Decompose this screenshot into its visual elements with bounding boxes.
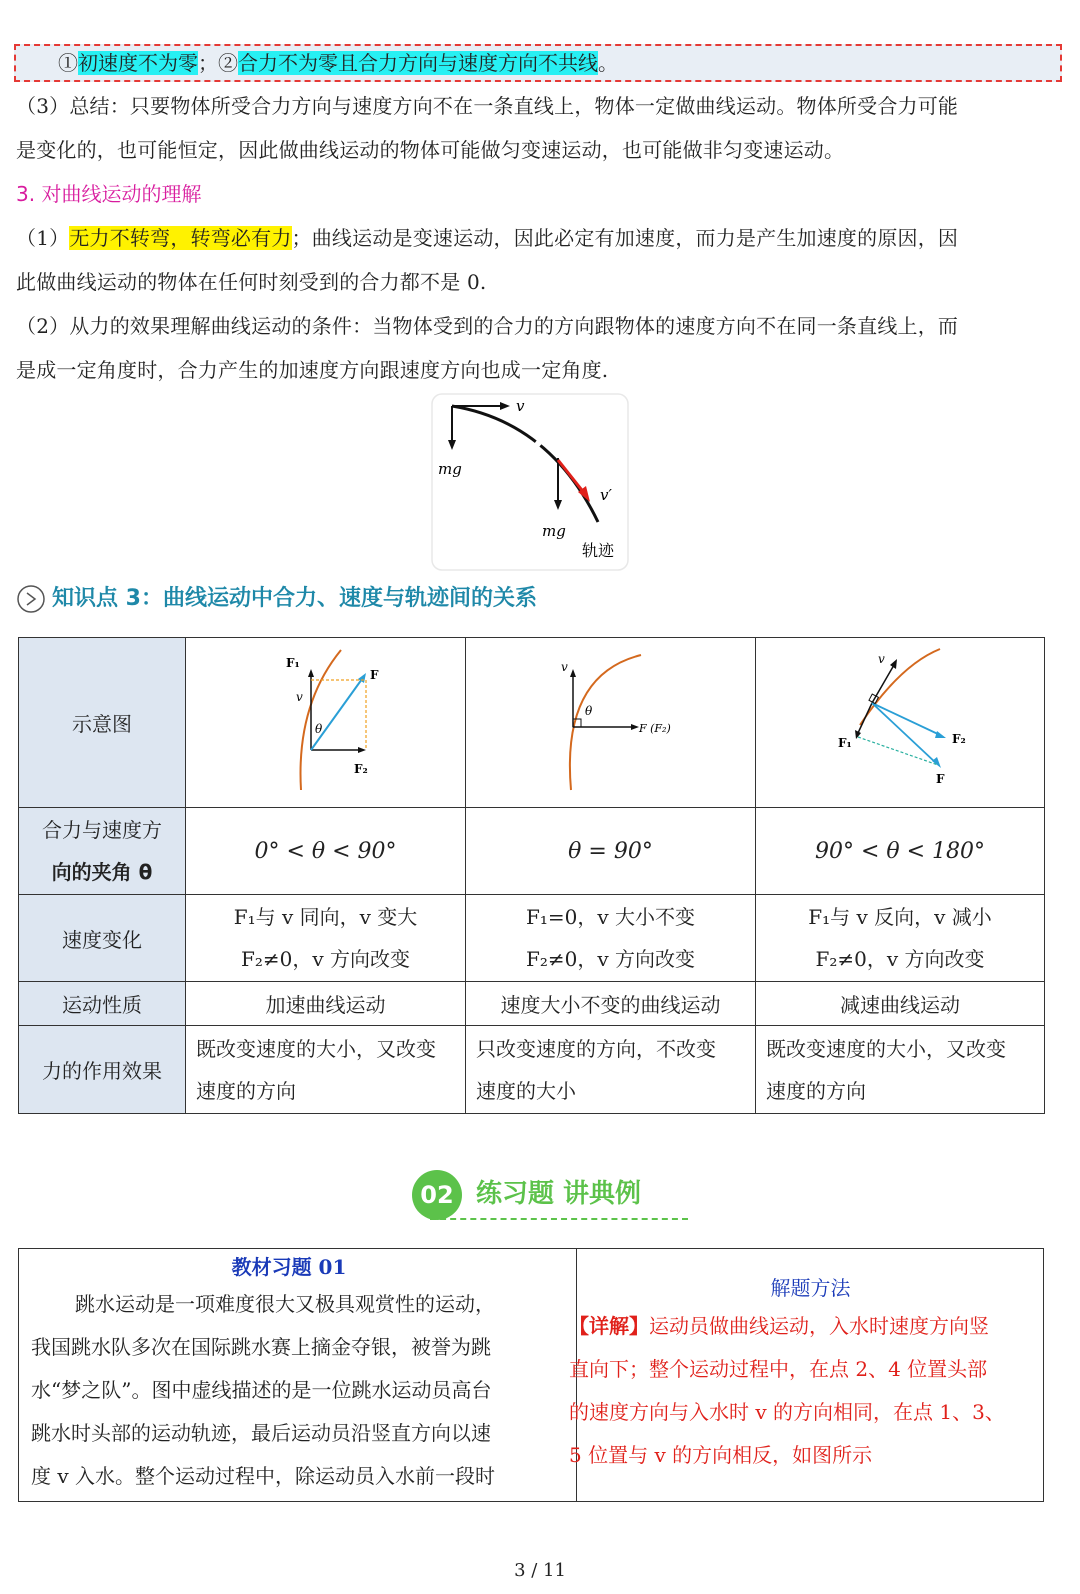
header-angle: 合力与速度方 向的夹角 θ (19, 808, 186, 895)
speed-right: F₁=0，v 大小不变 F₂≠0，v 方向改变 (466, 895, 756, 982)
method-title: 解题方法 (770, 1276, 851, 1300)
svg-text:F (F₂): F (F₂) (638, 722, 671, 735)
page-number: 3 / 11 (514, 1560, 566, 1581)
svg-text:θ: θ (314, 722, 322, 736)
svg-text:F₂: F₂ (353, 762, 368, 776)
svg-text:F₁: F₁ (838, 736, 852, 750)
diagram-acute (186, 638, 466, 808)
diagram-obtuse (756, 638, 1045, 808)
header-speed: 速度变化 (19, 895, 186, 982)
svg-text:F: F (936, 772, 945, 786)
curve-motion-table (18, 637, 1045, 1114)
exercise-title: 教材习题 01 (231, 1255, 347, 1279)
acute-angle-diagram (266, 645, 386, 795)
effect-right: 只改变速度的方向，不改变 速度的大小 (466, 1026, 756, 1114)
header-effect: 力的作用效果 (19, 1026, 186, 1114)
knowledge-point-title: 知识点 3：曲线运动中合力、速度与轨迹间的关系 (52, 586, 537, 611)
figure-vprime-label: v′ (600, 486, 612, 504)
figure-mg1-label: mg (438, 460, 462, 478)
table-row-effect (19, 1026, 1045, 1114)
exercise-question: 跳水运动是一项难度很大又极具观赏性的运动， 我国跳水队多次在国际跳水赛上摘金夺银，被誉为跳 水“梦之队”。图中虚线描述的是一位跳水运动员高台 跳水时头部的运动轨迹，最后运动员沿竖直方向以速 度 v 入水。整个运动过程中，除运动员入水前一段时 (31, 1292, 496, 1488)
svg-text:v: v (878, 652, 885, 666)
arrow-circle-icon (16, 584, 46, 614)
section-3-p2: （2）从力的效果理解曲线运动的条件：当物体受到的合力的方向跟物体的速度方向不在同一条直线上，而 是成一定角度时，合力产生的加速度方向跟速度方向也成一定角度. (16, 314, 959, 382)
speed-acute: F₁与 v 同向，v 变大 F₂≠0，v 方向改变 (186, 895, 466, 982)
summary-paragraph: （3）总结：只要物体所受合力方向与速度方向不在一条直线上，物体一定做曲线运动。物体所受合力可能 是变化的，也可能恒定，因此做曲线运动的物体可能做匀变速运动，也可能做非匀变速运动。 (16, 94, 959, 162)
angle-right: θ = 90° (466, 808, 756, 895)
condition-2: 合力不为零且合力方向与速度方向不共线 (238, 51, 598, 75)
banner-title: 练习题 讲典例 (476, 1179, 642, 1209)
table-row-nature (19, 982, 1045, 1026)
nature-right: 速度大小不变的曲线运动 (466, 982, 756, 1026)
effect-acute: 既改变速度的大小，又改变 速度的方向 (186, 1026, 466, 1114)
svg-text:F₁: F₁ (285, 656, 300, 670)
header-diagram: 示意图 (19, 638, 186, 808)
figure-v-label: v (516, 397, 525, 415)
table-row-angle (19, 808, 1045, 895)
svg-text:v: v (560, 660, 568, 674)
banner-underline (430, 1218, 688, 1220)
method-detail: 【详解】运动员做曲线运动，入水时速度方向竖 直向下；整个运动过程中，在点 2、4 位置头部 的速度方向与入水时 v 的方向相同，在点 1、3、 5 位置与 v 的方向相反，如图所示 (569, 1314, 1005, 1467)
section-3-title: 3. 对曲线运动的理解 (16, 182, 202, 206)
angle-acute: 0° < θ < 90° (186, 808, 466, 895)
table-row-diagram (19, 638, 1045, 808)
highlight-no-force-no-turn: 无力不转弯，转弯必有力 (69, 226, 292, 250)
detail-tag: 【详解】 (569, 1314, 649, 1338)
diagram-right (466, 638, 756, 808)
trajectory-figure (430, 392, 630, 572)
nature-obtuse: 减速曲线运动 (756, 982, 1045, 1026)
speed-obtuse: F₁与 v 反向，v 减小 F₂≠0，v 方向改变 (756, 895, 1045, 982)
svg-text:θ: θ (584, 704, 592, 718)
svg-text:v: v (295, 690, 303, 704)
figure-track-label: 轨迹 (582, 541, 615, 560)
angle-obtuse: 90° < θ < 180° (756, 808, 1045, 895)
right-angle-diagram (541, 645, 681, 795)
figure-mg2-label: mg (542, 522, 566, 540)
exercise-box (18, 1248, 1044, 1502)
section-3-p1: （1）无力不转弯，转弯必有力；曲线运动是变速运动，因此必定有加速度，而力是产生加速度的原因，因 此做曲线运动的物体在任何时刻受到的合力都不是 0. (16, 226, 959, 294)
condition-1: 初速度不为零 (78, 51, 198, 75)
header-nature: 运动性质 (19, 982, 186, 1026)
table-row-speed (19, 895, 1045, 982)
conditions-line: ①初速度不为零；②合力不为零且合力方向与速度方向不共线。 (58, 51, 618, 75)
svg-text:F: F (369, 668, 379, 682)
svg-text:F₂: F₂ (952, 732, 966, 746)
effect-obtuse: 既改变速度的大小，又改变 速度的方向 (756, 1026, 1045, 1114)
obtuse-angle-diagram (830, 645, 970, 795)
banner-number: 02 (412, 1170, 462, 1220)
nature-acute: 加速曲线运动 (186, 982, 466, 1026)
